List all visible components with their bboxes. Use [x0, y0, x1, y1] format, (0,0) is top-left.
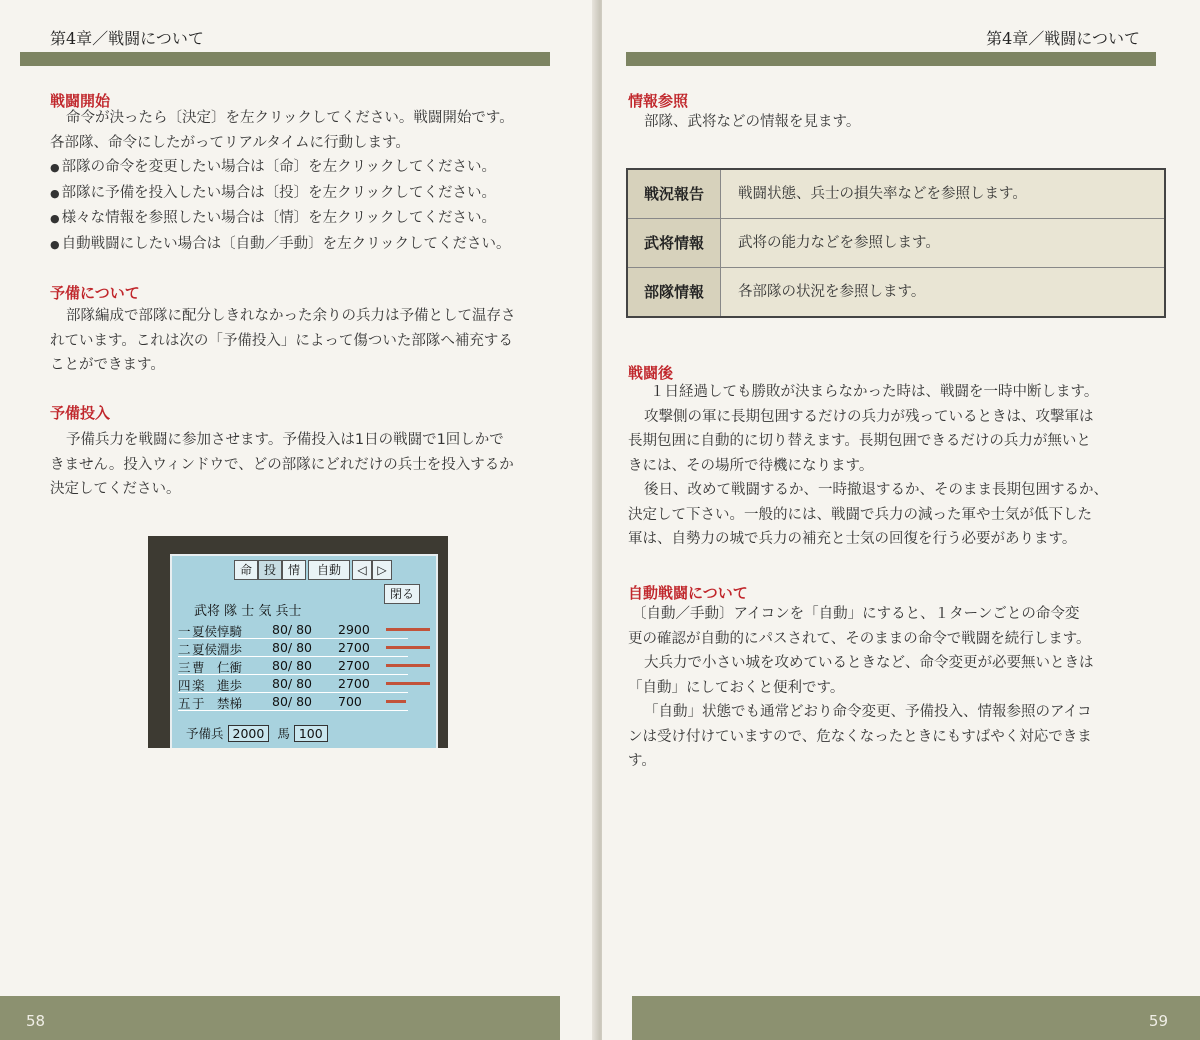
row-value: 武将の能力などを参照します。 — [738, 235, 940, 251]
row-key: 部隊情報 — [628, 268, 721, 316]
reserve-value: 2000 — [228, 725, 270, 742]
reserve-footer — [186, 724, 332, 742]
section-title-reserve-input: 予備投入 — [50, 404, 111, 422]
section-title-info-ref: 情報参照 — [628, 92, 689, 110]
close-button[interactable]: 閉る — [384, 584, 420, 604]
bullet-item: ● 様々な情報を参照したい場合は〔情〕を左クリックしてください。 — [50, 206, 511, 232]
soldier-bar[interactable] — [386, 646, 430, 649]
text-line: 各部隊、命令にしたがってリアルタイムに行動します。 — [50, 134, 410, 151]
info-ref-text: 部隊、武将などの情報を見ます。 — [644, 114, 861, 130]
soldier-bar[interactable] — [386, 664, 430, 667]
after-battle-text — [628, 380, 1108, 552]
unit-row[interactable]: 四 楽 進歩 80/ 80 2700 — [178, 676, 408, 693]
row-key: 戦況報告 — [628, 170, 721, 218]
prev-arrow-icon[interactable]: ◁ — [352, 560, 372, 580]
text-line: 〔自動／手動〕アイコンを「自動」にすると、１ターンごとの命令変 — [632, 606, 1080, 622]
soldier-bar[interactable] — [386, 700, 406, 703]
table-row — [628, 170, 1164, 219]
left-page — [0, 0, 598, 1040]
header-bar — [20, 52, 550, 66]
text-line: 攻撃側の軍に長期包囲するだけの兵力が残っているときは、攻撃軍は — [644, 408, 1094, 425]
text-line: 大兵力で小さい城を攻めているときなど、命令変更が必要無いときは — [644, 655, 1094, 671]
text-line: れています。これは次の「予備投入」によって傷ついた部隊へ補充する — [50, 332, 513, 349]
reserve-input-text — [50, 428, 514, 502]
text-line: ンは受け付けていますので、危なくなったときにもすばやく対応できま — [628, 728, 1092, 745]
page-number: 58 — [26, 1012, 46, 1030]
horse-label: 馬 — [277, 726, 290, 741]
battle-start-bullets — [50, 155, 511, 257]
text-line: きには、その場所で待機になります。 — [628, 457, 874, 474]
text-line: 長期包囲に自動的に切り替えます。長期包囲できるだけの兵力が無いと — [628, 433, 1091, 449]
bullet-item: ● 自動戦闘にしたい場合は〔自動／手動〕を左クリックしてください。 — [50, 232, 511, 258]
right-page — [602, 0, 1200, 1040]
text-line: １日経過しても勝敗が決まらなかった時は、戦闘を一時中断します。 — [650, 384, 1099, 400]
row-value: 各部隊の状況を参照します。 — [738, 284, 926, 300]
text-line: 「自動」にしておくと便利です。 — [628, 679, 845, 696]
text-line: 予備兵力を戦闘に参加させます。予備投入は1日の戦闘で1回しかで — [66, 432, 504, 448]
reserve-text — [50, 304, 516, 378]
header-bar — [626, 52, 1156, 66]
order-button[interactable]: 命 — [234, 560, 258, 580]
soldier-bar[interactable] — [386, 628, 430, 631]
section-title-after-battle: 戦闘後 — [628, 364, 674, 382]
text-line: す。 — [628, 753, 656, 769]
text-line: 決定してください。 — [50, 481, 181, 497]
reserve-label: 予備兵 — [186, 726, 224, 741]
bullet-item: ● 部隊に予備を投入したい場合は〔投〕を左クリックしてください。 — [50, 181, 511, 207]
reserve-window — [170, 554, 438, 748]
footer-bar — [0, 996, 560, 1040]
text-line: 決定して下さい。一般的には、戦闘で兵力の減った軍や士気が低下した — [628, 506, 1092, 523]
column-headers: 武将 隊 士 気 兵士 — [194, 604, 302, 619]
section-title-reserve: 予備について — [50, 284, 140, 302]
info-button[interactable]: 情 — [282, 560, 306, 580]
chapter-header: 第4章／戦闘について — [986, 29, 1140, 48]
text-line: 命令が決ったら〔決定〕を左クリックしてください。戦闘開始です。 — [66, 110, 514, 126]
bullet-item: ● 部隊の命令を変更したい場合は〔命〕を左クリックしてください。 — [50, 155, 511, 181]
footer-bar — [632, 996, 1200, 1040]
next-arrow-icon[interactable]: ▷ — [372, 560, 392, 580]
row-key: 武将情報 — [628, 219, 721, 267]
text-line: 後日、改めて戦闘するか、一時撤退するか、そのまま長期包囲するか、 — [644, 482, 1108, 498]
text-line: ことができます。 — [50, 357, 165, 373]
unit-row[interactable]: 二 夏侯淵歩 80/ 80 2700 — [178, 640, 408, 657]
unit-row[interactable]: 三 曹 仁衝 80/ 80 2700 — [178, 658, 408, 675]
table-row — [628, 268, 1164, 316]
soldier-bar[interactable] — [386, 682, 430, 685]
section-title-battle-start: 戦闘開始 — [50, 92, 111, 110]
table-row — [628, 219, 1164, 268]
page-number: 59 — [1148, 1012, 1168, 1030]
game-screenshot — [148, 536, 448, 748]
unit-row[interactable]: 五 于 禁梯 80/ 80 700 — [178, 694, 408, 711]
info-table — [626, 168, 1166, 318]
section-title-auto-battle: 自動戦闘について — [628, 584, 748, 602]
battle-start-text — [50, 106, 514, 155]
horse-value: 100 — [294, 725, 328, 742]
auto-battle-text — [628, 602, 1094, 774]
text-line: 部隊編成で部隊に配分しきれなかった余りの兵力は予備として温存さ — [66, 308, 516, 324]
unit-row[interactable]: 一 夏侯惇騎 80/ 80 2900 — [178, 622, 408, 639]
text-line: きません。投入ウィンドウで、どの部隊にどれだけの兵士を投入するか — [50, 456, 514, 473]
text-line: 軍は、自勢力の城で兵力の補充と士気の回復を行う必要があります。 — [628, 531, 1077, 547]
text-line: 更の確認が自動的にパスされて、そのままの命令で戦闘を続行します。 — [628, 630, 1091, 647]
row-value: 戦闘状態、兵士の損失率などを参照します。 — [738, 186, 1027, 202]
chapter-header: 第4章／戦闘について — [50, 29, 204, 48]
auto-button[interactable]: 自動 — [308, 560, 350, 580]
input-button[interactable]: 投 — [258, 560, 282, 580]
text-line: 「自動」状態でも通常どおり命令変更、予備投入、情報参照のアイコ — [644, 704, 1092, 720]
